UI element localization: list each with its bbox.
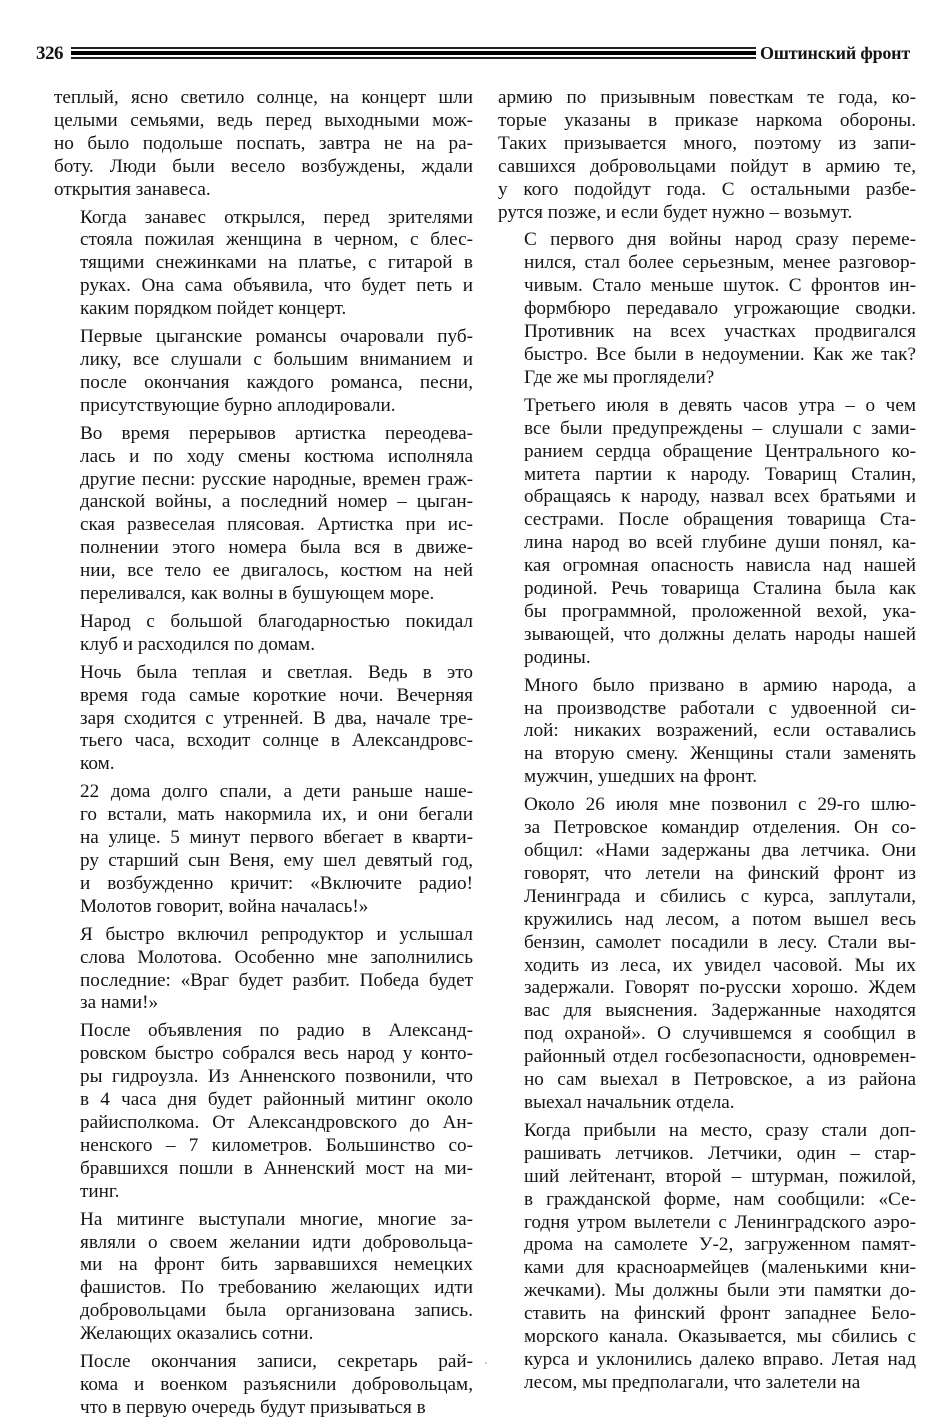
text-line: целыми семьями, ведь перед выходными мож- xyxy=(54,109,473,131)
text-line: на производстве работали с удвоенной си- xyxy=(524,697,916,719)
text-line: районный отдел госбезопасности, одновремен- xyxy=(524,1046,916,1068)
paragraph xyxy=(54,924,473,1016)
text-line: боту. Люди были весело возбуждены, ждали xyxy=(54,155,473,177)
text-line: в 4 часа дня будет районный митинг около xyxy=(80,1089,473,1111)
text-line: ская развеселая плясовая. Артистка при ис- xyxy=(80,514,473,536)
text-line: данской войны, а последний номер – цыган- xyxy=(80,491,473,513)
text-line: фашистов. По требованию желающих идти xyxy=(80,1277,473,1299)
text-line: быстро. Все были в недоумении. Как же так? xyxy=(524,343,916,365)
text-line: мужчин, ушедших на фронт. xyxy=(524,766,758,788)
text-line: родиной. Речь товарища Сталина была как xyxy=(524,578,916,600)
text-line: после окончания каждого романса, песни, xyxy=(80,371,473,393)
text-line: райисполкома. От Александровского до Ан- xyxy=(80,1111,473,1133)
text-line: последние: «Враг будет разбит. Победа будет xyxy=(80,969,473,991)
text-line: бы программной, проложенной вехой, ука- xyxy=(524,600,916,622)
text-line: Ночь была теплая и светлая. Ведь в это xyxy=(80,661,473,683)
text-line: выехал начальник отдела. xyxy=(524,1091,735,1113)
text-line: савшихся добровольцами пойдут в армию те, xyxy=(498,155,916,177)
text-line: После объявления по радио в Александ- xyxy=(80,1020,473,1042)
text-line: что в первую очередь будут призываться в xyxy=(80,1396,426,1418)
text-line: торые указаны в приказе наркома обороны. xyxy=(498,109,916,131)
text-line: кая огромная опасность нависла над нашей xyxy=(524,555,916,577)
text-line: и возбужденно кричит: «Включите радио! xyxy=(80,872,473,894)
text-line: ми на фронт бить зарвавшихся немецких xyxy=(80,1254,473,1276)
text-line: говорят, что летели на финский фронт из xyxy=(524,862,916,884)
text-line: лику, все слушали с большим вниманием и xyxy=(80,348,473,370)
text-line: Где же мы проглядели? xyxy=(524,366,715,388)
text-line: ходить из леса, их увидел часовой. Мы их xyxy=(524,954,916,976)
left-text-column xyxy=(54,87,473,1425)
paragraph xyxy=(54,87,473,202)
text-line: под охраной». О случившемся я сообщил в xyxy=(524,1023,916,1045)
text-line: ненского – 7 километров. Большинство со- xyxy=(80,1134,473,1156)
paragraph xyxy=(54,781,473,918)
paragraph xyxy=(498,794,916,1115)
text-line: ранием сердца обращение Центрального ко- xyxy=(524,440,916,462)
text-line: Третьего июля в девять часов утра – о чем xyxy=(524,394,916,416)
text-line: дрома на самолете У-2, загруженном памят- xyxy=(524,1234,916,1256)
text-line: бравшихся пошли в Анненский мост на ми- xyxy=(80,1157,473,1179)
text-line: После окончания записи, секретарь рай- xyxy=(80,1351,473,1373)
text-line: каким порядком пойдет концерт. xyxy=(80,298,347,320)
text-line: курса и уклонились далеко вправо. Летая над xyxy=(524,1348,916,1370)
text-line: у кого подойдут года. С остальными разбе- xyxy=(498,178,916,200)
text-line: Народ с большой благодарностью покидал xyxy=(80,610,473,632)
text-line: переливался, как волны в бушующем море. xyxy=(80,583,435,605)
text-line: Когда прибыли на место, сразу стали доп- xyxy=(524,1119,916,1141)
paragraph xyxy=(498,229,916,389)
paragraph xyxy=(54,1020,473,1203)
header-rule xyxy=(71,46,756,60)
header-rule-thin-bottom xyxy=(71,57,756,59)
paragraph xyxy=(54,423,473,606)
text-line: но сам выехал в Петровское, а из района xyxy=(524,1069,916,1091)
scan-artifact-dot xyxy=(485,1362,487,1364)
page-header xyxy=(36,40,910,66)
text-line: теплый, ясно светило солнце, на концерт шли xyxy=(54,87,473,108)
text-line: тинг. xyxy=(80,1180,120,1202)
page-number: 326 xyxy=(36,42,63,64)
text-line: ровском быстро собрался весь народ у конто- xyxy=(80,1043,473,1065)
text-line: время года самые короткие ночи. Вечерняя xyxy=(80,684,473,706)
text-line: ший лейтенант, второй – штурман, пожилой, xyxy=(524,1165,916,1187)
text-line: кружились над лесом, а потом вышел весь xyxy=(524,908,916,930)
running-title: Оштинский фронт xyxy=(759,42,910,63)
text-line: сестрами. После обращения товарища Ста- xyxy=(524,509,916,531)
text-line: ком. xyxy=(80,753,115,775)
text-line: лой: никаких возражений, если оставались xyxy=(524,720,916,742)
text-line: нился, стал более серьезным, менее разговор- xyxy=(524,252,916,274)
text-line: другие песни: русские народные, времен граж- xyxy=(80,468,473,490)
text-line: ками для красноармейцев (маленькими кни- xyxy=(524,1257,916,1279)
paragraph xyxy=(54,611,473,657)
text-line: все были предупреждены – слушали с зами- xyxy=(524,417,916,439)
text-line: слова Молотова. Особенно мне заполнились xyxy=(80,946,473,968)
text-line: годня утром вылетели с Ленинградского аэро- xyxy=(524,1211,916,1233)
text-line: Молотов говорит, война началась!» xyxy=(80,895,369,917)
text-line: тьего часа, всходит солнце в Александровс- xyxy=(80,730,473,752)
paragraph xyxy=(498,395,916,670)
text-line: рашивать летчиков. Летчики, один – стар- xyxy=(524,1142,916,1164)
text-line: Ленинграда и сбились с курса, заплутали, xyxy=(524,885,916,907)
text-line: ры гидроузла. Из Анненского позвонили, что xyxy=(80,1066,473,1088)
text-line: родины. xyxy=(524,646,591,668)
text-line: 22 дома долго спали, а дети раньше наше- xyxy=(80,781,473,803)
header-rule-thick xyxy=(71,51,756,55)
paragraph xyxy=(498,87,916,224)
text-line: Около 26 июля мне позвонил с 29-го шлю- xyxy=(524,794,916,816)
text-line: бензин, самолет посадили в лесу. Стали вы- xyxy=(524,931,916,953)
text-line: морского канала. Оказывается, мы сбились с xyxy=(524,1326,916,1348)
text-line: ру старший сын Веня, ему шел девятый год, xyxy=(80,850,473,871)
text-line: добровольцами была организована запись. xyxy=(80,1300,473,1322)
text-line: Противник на всех участках продвигался xyxy=(524,321,916,343)
text-line: обращаясь к народу, назвал всех братьями и xyxy=(524,486,916,508)
text-line: тящими снежинками на платье, с гитарой в xyxy=(80,252,473,274)
text-line: стояла пожилая женщина в черном, с блес- xyxy=(80,229,473,251)
right-text-column xyxy=(498,87,916,1400)
text-line: руках. Она сама объявила, что будет петь и xyxy=(80,275,473,297)
paragraph xyxy=(54,207,473,322)
text-line: заря сходится с утренней. В два, начале тре- xyxy=(80,707,473,729)
text-line: Таких призывается много, поэтому из запи- xyxy=(498,132,916,154)
paragraph xyxy=(54,326,473,418)
text-line: лась и по ходу смены костюма исполняла xyxy=(80,445,473,467)
text-line: Во время перерывов артистка переодева- xyxy=(80,422,473,444)
text-line: ставить на финский фронт западнее Бело- xyxy=(524,1303,916,1325)
text-line: лина народ во всей глубине души понял, ка- xyxy=(524,532,916,554)
text-line: но было подольше поспать, завтра не на ра- xyxy=(54,132,473,154)
text-line: кома и военком разъяснили добровольцам, xyxy=(80,1373,473,1395)
text-line: Первые цыганские романсы очаровали пуб- xyxy=(80,326,473,348)
text-line: Когда занавес открылся, перед зрителями xyxy=(80,206,473,228)
text-line: го встали, мать накормила их, и они бегали xyxy=(80,804,473,826)
paragraph xyxy=(498,1120,916,1395)
text-line: вас для выяснения. Задержанные находятся xyxy=(524,1000,916,1022)
text-line: Я быстро включил репродуктор и услышал xyxy=(80,923,473,945)
text-line: нии, все тело ее двигалось, костюм на ней xyxy=(80,560,473,582)
text-line: присутствующие бурно аплодировали. xyxy=(80,394,396,416)
text-line: С первого дня войны народ сразу переме- xyxy=(524,229,916,251)
text-line: На митинге выступали многие, многие за- xyxy=(80,1208,473,1230)
text-line: Много было призвано в армию народа, а xyxy=(524,674,916,696)
text-line: задержали. Говорят по-русски хорошо. Ждем xyxy=(524,977,916,999)
paragraph xyxy=(54,1209,473,1346)
text-line: на улице. 5 минут первого вбегает в кварти- xyxy=(80,827,473,849)
text-line: формбюро передавало угрожающие сводки. xyxy=(524,298,916,320)
text-line: чивым. Стало меньше шуток. С фронтов ин- xyxy=(524,275,916,297)
text-line: лесом, мы предполагали, что залетели на xyxy=(524,1371,861,1393)
paragraph xyxy=(498,675,916,790)
paragraph xyxy=(54,1351,473,1420)
text-line: общил: «Нами задержаны два летчика. Они xyxy=(524,840,916,861)
text-line: Желающих оказались сотни. xyxy=(80,1323,314,1345)
text-line: на вторую смену. Женщины стали заменять xyxy=(524,743,916,765)
text-line: открытия занавеса. xyxy=(54,178,211,200)
text-line: жечками). Мы должны были эти памятки до- xyxy=(524,1280,916,1302)
text-line: за нами!» xyxy=(80,992,159,1014)
text-line: в гражданской форме, нам сообщили: «Се- xyxy=(524,1188,916,1210)
paragraph xyxy=(54,662,473,777)
header-rule-thin-top xyxy=(71,47,756,49)
text-line: за Петровское командир отделения. Он со- xyxy=(524,817,916,839)
text-line: зывающей, что должны делать народы нашей xyxy=(524,623,916,645)
text-line: митета партии к народу. Товарищ Сталин, xyxy=(524,463,916,485)
text-line: полнении этого номера была вся в движе- xyxy=(80,537,473,559)
text-line: армию по призывным повесткам те года, ко- xyxy=(498,87,916,108)
text-line: являли о своем желании идти добровольца- xyxy=(80,1231,473,1253)
text-line: рутся позже, и если будет нужно – возьмут. xyxy=(498,201,853,223)
text-line: клуб и расходился по домам. xyxy=(80,633,315,655)
